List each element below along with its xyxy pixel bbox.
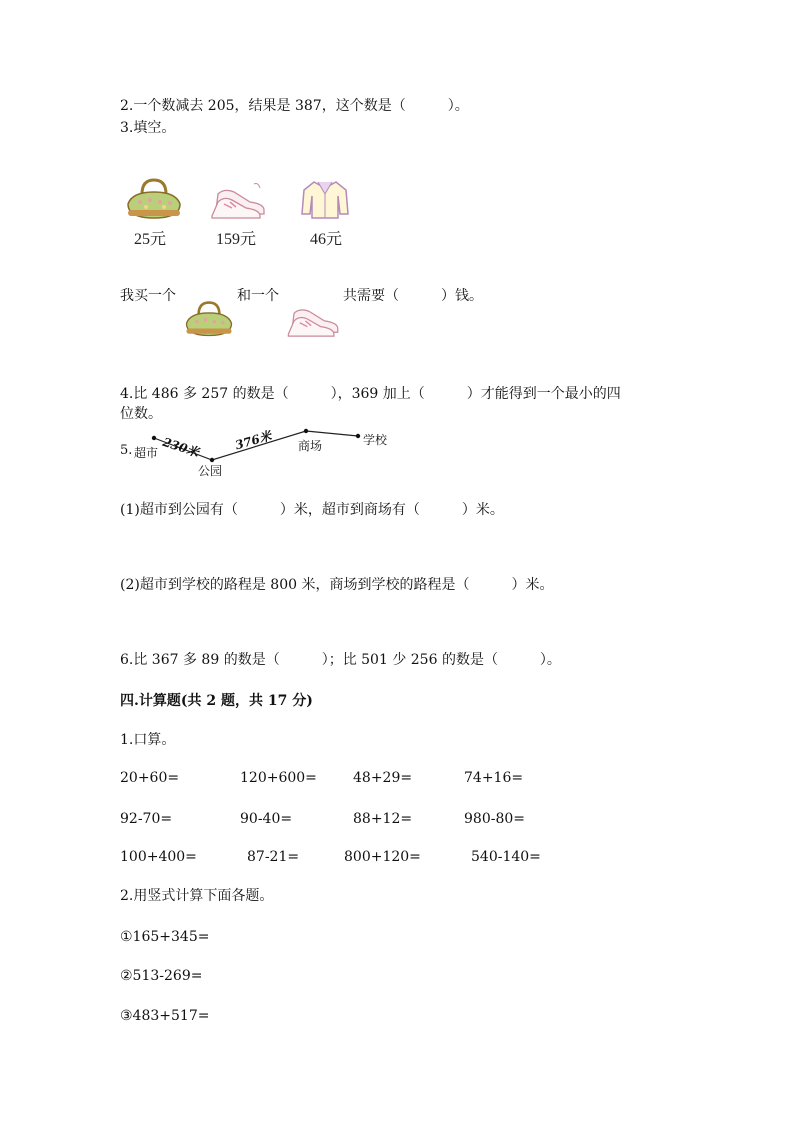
handbag-price: 25元 (134, 231, 167, 248)
oral-item: 90-40= (240, 811, 293, 827)
oral-item: 88+12= (353, 811, 413, 827)
question-3-title: 3.填空。 (120, 120, 176, 136)
sentence-part3: 共需要（ ）钱。 (343, 288, 483, 304)
question-6: 6.比 367 多 89 的数是（ ）；比 501 少 256 的数是（ ）。 (120, 652, 561, 668)
oral-item: 87-21= (247, 849, 300, 865)
sentence-part2: 和一个 (237, 288, 279, 304)
sentence-part1: 我买一个 (120, 288, 176, 304)
vertical-calc-title: 2.用竖式计算下面各题。 (120, 888, 274, 904)
question-5-sub1: (1)超市到公园有（ ）米，超市到商场有（ ）米。 (120, 502, 504, 518)
jacket-price: 46元 (310, 231, 343, 248)
map-label-mall: 商场 (298, 439, 323, 453)
oral-calc-title: 1.口算。 (120, 732, 176, 748)
oral-item: 74+16= (464, 770, 524, 786)
oral-item: 120+600= (240, 770, 317, 786)
question-5-label: 5. (120, 443, 133, 458)
oral-item: 20+60= (120, 770, 180, 786)
vertical-calc-item: ③483+517= (120, 1008, 210, 1024)
map-label-supermarket: 超市 (134, 446, 159, 460)
jacket-icon (300, 178, 350, 220)
sneakers-price: 159元 (216, 231, 257, 248)
question-4-line2: 位数。 (120, 406, 162, 422)
map-label-school: 学校 (363, 433, 388, 447)
oral-item: 980-80= (464, 811, 525, 827)
oral-item: 92-70= (120, 811, 173, 827)
question-2: 2.一个数减去 205，结果是 387，这个数是（ ）。 (120, 98, 469, 114)
oral-item: 800+120= (344, 849, 421, 865)
sneakers-icon (286, 300, 342, 338)
question-4-line1: 4.比 486 多 257 的数是（ ），369 加上（ ）才能得到一个最小的四 (120, 386, 621, 402)
oral-item: 48+29= (353, 770, 413, 786)
section-4-title: 四.计算题(共 2 题，共 17 分) (120, 693, 313, 709)
vertical-calc-item: ②513-269= (120, 968, 203, 984)
oral-item: 100+400= (120, 849, 197, 865)
handbag-icon (124, 176, 184, 222)
vertical-calc-item: ①165+345= (120, 929, 210, 945)
map-distance-2: 376米 (233, 428, 274, 453)
oral-item: 540-140= (471, 849, 541, 865)
map-distance-1: 230米 (161, 434, 201, 460)
question-5-sub2: (2)超市到学校的路程是 800 米，商场到学校的路程是（ ）米。 (120, 577, 554, 593)
map-label-park: 公园 (198, 464, 223, 478)
handbag-icon (183, 298, 235, 340)
sneakers-icon (210, 180, 268, 220)
